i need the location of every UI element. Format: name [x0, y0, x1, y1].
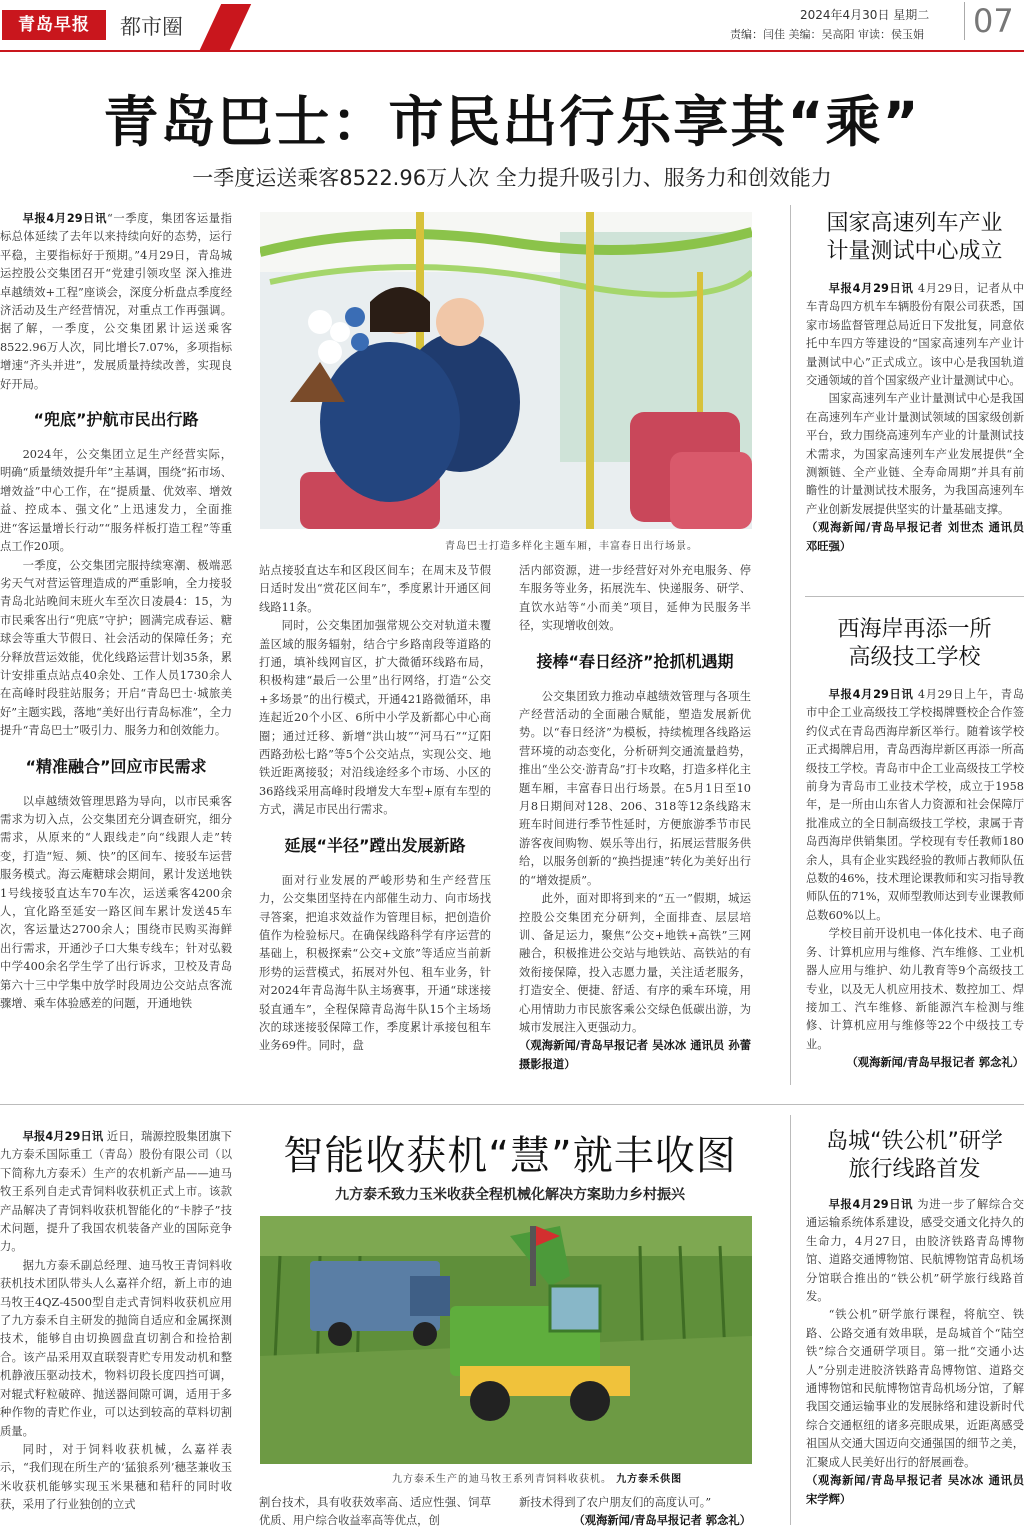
harvester-photo: [260, 1216, 752, 1464]
paragraph: 站点接驳直达车和区段区间车；在周末及节假日适时发出“赏花区间车”，季度累计开通区间线路11条。: [259, 564, 491, 614]
paragraph: “一季度，集团客运量指标总体延续了去年以来持续向好的态势，运行平稳，主要指标好于预期。”4月29日，青岛城运控股公交集团召开“党建引领攻坚 深入推进卓越绩效+工程”座谈会，深度分析盘点季度经济活动及生产经营情况，对重点工作再强调。据了解，一季度，公交集团累计运送乘客8522.96万人次，同比增长7.07%，多项指标增速“齐头并进”，发展质量持续改善，实现良好开局。: [0, 212, 232, 391]
main-article-column-2: [259, 562, 491, 1074]
paragraph: 活内部资源，进一步经营好对外充电服务、停车服务等业务，拓展洗车、快递服务、研学、直饮水站等“小而美”项目，延伸为民服务半径，实现增收创效。: [519, 564, 751, 633]
harvester-subheadline: 九方泰禾致力玉米收获全程机械化解决方案助力乡村振兴: [335, 1187, 685, 1203]
dateline: 早报4月29日讯: [22, 212, 108, 225]
main-headline: 青岛巴士：市民出行乐享其“乘”: [103, 90, 921, 154]
paragraph: 面对行业发展的严峻形势和生产经营压力，公交集团坚持在内部催生动力、向市场找寻答案，把追求效益作为管理目标，把创造价值作为检验标尺。在确保线路科学有序运营的基础上，积极探索“公交+文旅”等适应当前新形势的运营模式，拓展对外包、租车业务，针对2024年青岛海牛队主场赛事，开通“球迷接驳直通车”，全程保障青岛海牛队15个主场场次的球迷接驳保障工作，季度累计承接包租车业务69件。同时，盘: [259, 873, 491, 1053]
section-divider: [0, 1104, 1024, 1105]
caption-text: 九方泰禾生产的迪马牧王系列青饲料收获机。: [392, 1474, 612, 1485]
paragraph: 近日，瑞源控股集团旗下九方泰禾国际重工（青岛）股份有限公司（以下简称九方泰禾）生产的农机新产品——迪马牧王系列自走式青饲料收获机正式上市。该款产品解决了青饲料收获机智能化的“卡脖子”技术问题，提升了我国农机装备产业的国际竞争力。: [0, 1130, 232, 1254]
harvester-article-column-3: [519, 1494, 751, 1531]
byline: （观海新闻/青岛早报记者 郭念礼）: [846, 1056, 1024, 1070]
paragraph: 公交集团致力推动卓越绩效管理与各项生产经营活动的全面融合赋能，塑造发展新优势。以“春日经济”为模板，持续梳理各线路运营环境的动态变化，分析研判交通流量趋势，推出“坐公交·游青岛”打卡攻略，打造多样化主题车厢，丰富春日出行场景。在5月1日至10月8日期间对128、206、318等12条线路末班车时间进行季节性延时，方便旅游季节市民游客夜间购物、娱乐等出行，拓展运营服务供给，以服务创新的“换挡提速”转化为美好出行的“增效提质”。: [519, 689, 751, 887]
photo-caption: 青岛巴士打造多样化主题车厢，丰富春日出行场景。: [445, 541, 698, 552]
paragraph: 同时，公交集团加强常规公交对轨道未覆盖区域的服务辐射，结合宁乡路南段等道路的打通，填补线网盲区，扩大微循环线路布局，积极构建“最后一公里”出行网络，打造“公交+多场景”的出行模式，开通421路微循环，串连起近20个小区、6所中小学及新都心中心商圈；通过迁移、新增“洪山坡”“河马石”“辽阳西路劲松七路”等5个公交站点，实现公交、地铁近距离接驳；对沿线途经多个市场、小区的36路线采用高峰时段增发大车型+原有车型的方式，满足市民出行需求。: [259, 619, 491, 817]
side-article-title-train: [805, 210, 1024, 266]
section-subhead: “兜底”护航市民出行路: [33, 410, 199, 430]
page-number: 07: [964, 2, 1014, 40]
paragraph: 同时，对于饲料收获机械，么嘉祥表示，“我们现在所生产的‘猛狼系列’穗茎兼收玉米收获机能够实现玉米果穗和秸秆的同时收获，采用了行业独创的立式: [0, 1442, 232, 1512]
photo-credit: 九方泰禾供图: [616, 1474, 683, 1485]
paragraph: 国家高速列车产业计量测试中心是我国在高速列车产业计量测试领域的国家级创新平台，致力围绕高速列车产业的计量测试技术需求，为国家高速列车产业发展提供“全测额链、全产业链、全寿命周期”并具有前瞻性的计量测试技术服务，为我国高速列车产业创新发展提供坚实的计量基础支撑。: [806, 392, 1024, 516]
main-article-column-1: [0, 210, 232, 1076]
editor-credits: 责编：闫佳 美编：吴高阳 审读：侯玉娟: [730, 28, 924, 41]
title-line: 国家高速列车产业: [826, 211, 1003, 236]
paragraph: 4月29日，记者从中车青岛四方机车车辆股份有限公司获悉，国家市场监督管理总局近日下发批复，同意依托中车四方等建设的“国家高速列车产业计量测试中心”正式成立。该中心是我国轨道交通领域的首个国家级产业计量测试中心。: [806, 282, 1024, 388]
article-divider: [805, 596, 1024, 597]
issue-date: 2024年4月30日 星期二: [800, 8, 930, 22]
title-line: 计量测试中心成立: [826, 239, 1003, 264]
paragraph: 2024年，公交集团立足生产经营实际，明确“质量绩效提升年”主基调，围绕“拓市场、增效益”中心工作，在“提质量、优效率、增效益、控成本、强文化”上迅速发力，全面推进“客运量增长行动”“服务样板打造工程”等重点工作20项。: [0, 448, 232, 554]
section-subhead: “精准融合”回应市民需求: [25, 756, 207, 776]
column-divider: [790, 205, 791, 1085]
dateline: 早报4月29日讯: [828, 282, 914, 295]
harvester-article-column-2: [259, 1494, 491, 1531]
newspaper-logo: 青岛早报: [2, 10, 106, 40]
main-article-column-3: [519, 562, 751, 1074]
harvester-headline: 智能收获机“慧”就丰收图: [283, 1133, 737, 1179]
masthead-red-slash: [199, 4, 251, 52]
section-name: 都市圈: [120, 15, 183, 39]
column-divider: [790, 1115, 791, 1525]
byline: （观海新闻/青岛早报记者 吴冰冰 通讯员 孙蕾 摄影报道）: [519, 1039, 751, 1071]
paragraph: 学校目前开设机电一体化技术、电子商务、计算机应用与维修、汽车维修、工业机器人应用与维护、幼儿教育等9个高级技工专业，以及无人机应用技术、数控加工、焊接加工、汽车维修、新能源汽车检测与维修、计算机应用与维修等22个中级技工专业。: [806, 927, 1024, 1051]
side-article-title-school: [805, 616, 1024, 672]
byline: （观海新闻/青岛早报记者 郭念礼）: [573, 1514, 751, 1528]
title-line: 旅行线路首发: [848, 1157, 981, 1182]
paragraph: 据九方泰禾副总经理、迪马牧王青饲料收获机技术团队带头人么嘉祥介绍，新上市的迪马牧王4QZ-4500型自走式青饲料收获机应用了九方泰禾自主研发的抛筒自适应和金属探测技术，能够自由切换圆盘直切割合和捡拾割合。该产品采用双直联裂青贮专用发动机和整机静液压驱动技术，物料切段长度四挡可调，对辊式籽粒破碎、抛送器间隙可调，适用于多种作物的青贮作业，可以达到较高的草料切割质量。: [0, 1258, 232, 1438]
title-line: 西海岸再添一所: [837, 617, 992, 642]
paragraph: 此外，面对即将到来的“五一”假期，城运控股公交集团充分研判，全面排查、层层培训、备足运力，聚焦“公交+地铁+高铁”三网融合，积极推进公交站与地铁站、高铁站的有效衔接保障，投入志愿力量，关注适老服务，打造安全、便捷、舒适、有序的乘车环境，用心用情助力市民旅客乘公交绿色低碳出游，为城市发展注入更强动力。: [519, 892, 751, 1034]
side-article-train-body: [806, 280, 1024, 580]
side-article-school-body: [806, 686, 1024, 1090]
paragraph: 新技术得到了农户朋友们的高度认可。”: [519, 1496, 712, 1509]
bus-interior-photo: [260, 212, 752, 529]
section-subhead: 接棒“春日经济”抢抓机遇期: [536, 651, 734, 671]
dateline: 早报4月29日讯: [828, 1198, 914, 1211]
side-article-title-study-tour: [805, 1128, 1024, 1184]
byline: （观海新闻/青岛早报记者 吴冰冰 通讯员 宋学辉）: [806, 1474, 1024, 1506]
dateline: 早报4月29日讯: [22, 1130, 104, 1143]
paragraph: “铁公机”研学旅行课程，将航空、铁路、公路交通有效串联，是岛城首个“陆空铁”综合交通研学项目。第一批“交通小达人”分别走进胶济铁路青岛博物馆、道路交通博物馆和民航博物馆青岛机场分馆，了解我国交通运输事业的发展脉络和建设新时代综合交通枢纽的诸多亮眼成果，近距离感受祖国从交通大国迈向交通强国的细节之美，汇聚成人民美好出行的舒展画卷。: [806, 1308, 1024, 1469]
section-subhead: 延展“半径”蹚出发展新路: [284, 835, 466, 855]
paragraph: 一季度，公交集团完服持续寒潮、极端恶劣天气对营运管理造成的严重影响，全力接驳青岛北站晚间末班火车至次日凌晨4：15，为市民乘客出行“兜底”守护；圆满完成春运、糖球会等重大节假日、社会活动的保障任务；充分释放营运效能，优化线路运营计划35条，累计安排重点站点40余处、工作人员1730余人在高峰时段驻站服务；开启“青岛巴士·城旅美好”主题实践，落地“美好出行青岛标准”，全力提升“青岛巴士”吸引力、服务力和创效能力。: [0, 558, 232, 738]
harvester-photo-caption: [392, 1470, 682, 1485]
byline: （观海新闻/青岛早报记者 刘世杰 通讯员 邓旺强）: [806, 521, 1024, 553]
bus-interior-illustration: [260, 212, 752, 529]
paragraph: 以卓越绩效管理思路为导向，以市民乘客需求为切入点，公交集团充分调查研究，细分需求，从原来的“人跟线走”向“线跟人走”转变，打造“短、频、快”的区间车、接驳车运营服务模式。海云庵糖球会期间，累计发送地铁1号线接驳直达车70车次，运送乘客4200余人，宜化路至延安一路区间车累计发送45车次，客运量达2700余人；围绕市民购买海鲜出行需求，开通沙子口大集专线车；针对弘毅中学400余名学生学了出行诉求，卫校及青岛第六十三中学集中放学时段周边公交站点客流骤增、乘车体验感差的问题，开通地铁: [0, 794, 232, 1011]
masthead: [0, 0, 1024, 52]
dateline: 早报4月29日讯: [828, 688, 914, 701]
paragraph: 割台技术，具有收获效率高、适应性强、饲草优质、用户综合收益率高等优点，创: [259, 1496, 491, 1528]
title-line: 高级技工学校: [848, 645, 981, 670]
main-subheadline: 一季度运送乘客8522.96万人次 全力提升吸引力、服务力和创效能力: [192, 166, 832, 190]
side-article-study-tour-body: [806, 1196, 1024, 1531]
paragraph: 为进一步了解综合交通运输系统体系建设，感受交通文化持久的生命力，4月27日，由胶济铁路青岛博物馆、道路交通博物馆、民航博物馆青岛机场分馆联合推出的“铁公机”研学旅行线路首发。: [806, 1198, 1024, 1304]
paragraph: 4月29日上午，青岛市中企工业高级技工学校揭牌暨校企合作签约仪式在青岛西海岸新区举行。随着该学校正式揭牌启用，青岛西海岸新区再添一所高级技工学校。青岛市中企工业高级技工学校前身为青岛市工业技术学校，成立于1958年，是一所由山东省人力资源和社会保障厅批准成立的全日制高级技工学校，隶属于青岛西海岸供销集团。学校现有专任教师180余人，具有企业实践经验的教师占教师队伍总数的46%，技术理论课教师和实习指导教师队伍的71%，双师型教师达到专业课教师总数60%以上。: [806, 688, 1024, 922]
harvester-article-column-1: [0, 1128, 232, 1528]
harvester-field-illustration: [260, 1216, 752, 1464]
title-line: 岛城“铁公机”研学: [826, 1129, 1003, 1154]
